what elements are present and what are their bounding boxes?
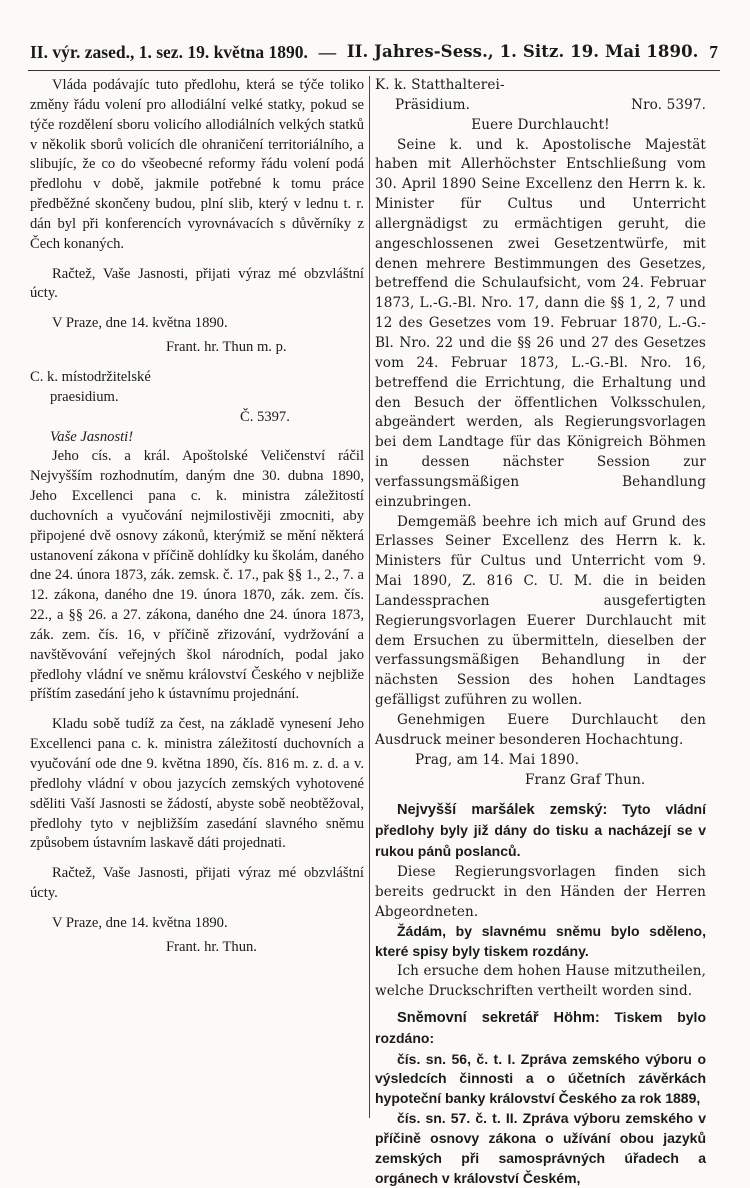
date-line: Prag, am 14. Mai 1890. (415, 751, 580, 768)
header-german: II. Jahres-Sess., 1. Sitz. 19. Mai 1890. (346, 42, 699, 61)
office-heading-row (375, 96, 706, 116)
office-heading-text: K. k. Statthalterei- (375, 77, 505, 93)
reference-number: Č. 5397. (240, 408, 290, 425)
german-column (375, 76, 706, 1188)
office-heading: praesidium. (50, 388, 119, 405)
header-rule (28, 70, 720, 71)
speech-text: Tyto vládní předlohy byly již dány do tisku a nacházejí se v rukou pánů poslanců. (375, 801, 706, 860)
reference-number: Nro. 5397. (631, 96, 706, 113)
header-czech: II. výr. zased., 1. sez. 19. května 1890. (30, 42, 308, 62)
paragraph: Jeho cís. a král. Apoštolské Veličenství ráčil Nejvyšším rozhodnutím, daným dne 30. dubna 1890, Jeho Excellenci pana c. k. ministra záležitostí duchovních a vyučování nejmilostivěji zmocniti, aby připojené dvě osnovy zákonů, kterýmiž se mění některá ustanovení zákona v příčině dohlídky ku školám, daného dne 24. února 1873, zák. zemsk. č. 17., pak §§ 1., 2., 7. a 12. zákona, daného dne 19. února 1870, zák. zem. čís. 22., a §§ 26. a 27. zákona, daného dne 24. února 1873, zák. zem. čís. 16, v příčině zřizování, vydržování a navštěvování veřejných škol národních, podal jako předlohy vládní ve sněmu království Českého v nejbliže příštím zasedání jeho k ústavnímu projednání. (30, 448, 364, 703)
office-heading-text: Präsidium. (395, 96, 471, 113)
paragraph: Demgemäß beehre ich mich auf Grund des Erlasses Seiner Excellenz des Herrn k. k. Ministers für Cultus und Unterricht vom 9. Mai 1890, Z. 816 C. U. M. die in beiden Landessprachen ausgefertigten Regierungsvorlagen Euerer Durchlaucht mit dem Ersuchen zu übermitteln, dieselben der verfassungsmäßigen Behandlung in der nächsten Session des hohen Landtages gefälligst zuführen zu wollen. (375, 513, 706, 709)
speech (375, 800, 706, 863)
paragraph: Vláda podávajíc tuto předlohu, která se týče toliko změny řádu volení pro allodiální velké statky, pokud se týče rozdělení sboru volicího allodiálních velkých statků v několik sborů volicích dle ohraničení territoriálního, a slibujíc, že co do všeobecné reformy řádu volení podá předlohu v době, jakmile potřebné k tomu práce předběžné skončeny budou, plní slib, který v lednu t. r. dán byl při konferencích vyrovnávacích s důvěrníky z Čech konaných. (30, 77, 364, 252)
date-line: V Praze, dne 14. května 1890. (52, 315, 228, 332)
paragraph: Račtež, Vaše Jasnosti, přijati výraz mé obzvláštní úcty. (30, 865, 364, 902)
date-line: V Praze, dne 14. května 1890. (52, 914, 228, 931)
speaker-name: Sněmovní sekretář Höhm: (397, 1009, 600, 1026)
salutation: Euere Durchlaucht! (471, 116, 610, 133)
paragraph: Seine k. und k. Apostolische Majestät haben mit Allerhöchster Entschließung vom 30. April 1890 Seine Excellenz den Herrn k. k. Minister für Cultus und Unterricht allergnädigst zu ermächtigen geruht, die angeschlossenen zwei Gesetzentwürfe, mit denen mehrere Bestimmungen des Gesetzes, betreffend die Schulaufsicht, vom 24. Februar 1873, L.-G.-Bl. Nro. 17, dann die §§ 1, 2, 7 und 12 des Gesetzes vom 19. Februar 1870, L.-G.-Bl. Nro. 22 und die §§ 26 und 27 des Gesetzes vom 24. Februar 1873, L.-G.-Bl. Nro. 16, betreffend die Errichtung, die Erhaltung und den Besuch der öffentlichen Volksschulen, abgeändert werden, als Regierungsvorlagen bei dem Landtage für das Königreich Böhmen in dessen nächster Session zur verfassungsmäßigen Behandlung einzubringen. (375, 136, 706, 510)
column-divider (369, 76, 370, 1118)
office-heading (375, 76, 706, 96)
signature: Frant. hr. Thun m. p. (166, 339, 287, 356)
paragraph: Račtež, Vaše Jasnosti, přijati výraz mé obzvláštní úcty. (30, 265, 364, 302)
list-item: čís. sn. 56, č. t. I. Zpráva zemského výboru o výsledcích činnosti a o účetních závěrkách hypoteční banky království Českého za rok 1889, (375, 1050, 706, 1107)
speech-text: Žádám, by slavnému sněmu bylo sděleno, které spisy byly tiskem rozdány. (375, 923, 706, 960)
speaker-name: Nejvyšší maršálek zemský: (397, 802, 608, 819)
page-number: 7 (709, 42, 718, 62)
office-heading: C. k. místodržitelské (30, 368, 151, 385)
speech-text: Tiskem bylo rozdáno: (375, 1008, 706, 1046)
speech (375, 1008, 706, 1050)
speech-german: Diese Regierungsvorlagen finden sich bereits gedruckt in den Händen der Herren Abgeordneten. (375, 863, 706, 920)
list-item: čís. sn. 57. č. t. II. Zpráva výboru zemského v příčině osnovy zákona o užívání obou jazyků zemských při samosprávných úřadech a orgánech v království Českém, (375, 1110, 706, 1186)
czech-column (30, 76, 364, 958)
signature: Frant. hr. Thun. (166, 938, 257, 955)
paragraph: Genehmigen Euere Durchlaucht den Ausdruck meiner besonderen Hochachtung. (375, 712, 706, 748)
speech-german: Ich ersuche dem hohen Hause mitzutheilen, welche Druckschriften vertheilt worden sind. (375, 963, 706, 999)
signature: Franz Graf Thun. (525, 771, 646, 788)
paragraph: Kladu sobě tudíž za čest, na základě vynesení Jeho Excellenci pana c. k. ministra záležitostí duchovních a vyučování ode dne 9. května 1890, čís. 816 m. z. d. a v. předlohy vládní v obou jazycích zemských vyhotovené sděliti Vaší Jasnosti se žádostí, abyste sobě neobtěžoval, předlohy tyto v nejbližším zasedání slavného sněmu způsobem ústavním laskavě dáti projednati. (30, 716, 364, 852)
header-dash: — (318, 42, 337, 62)
page-header (30, 42, 718, 63)
salutation: Vaše Jasnosti! (50, 428, 134, 445)
